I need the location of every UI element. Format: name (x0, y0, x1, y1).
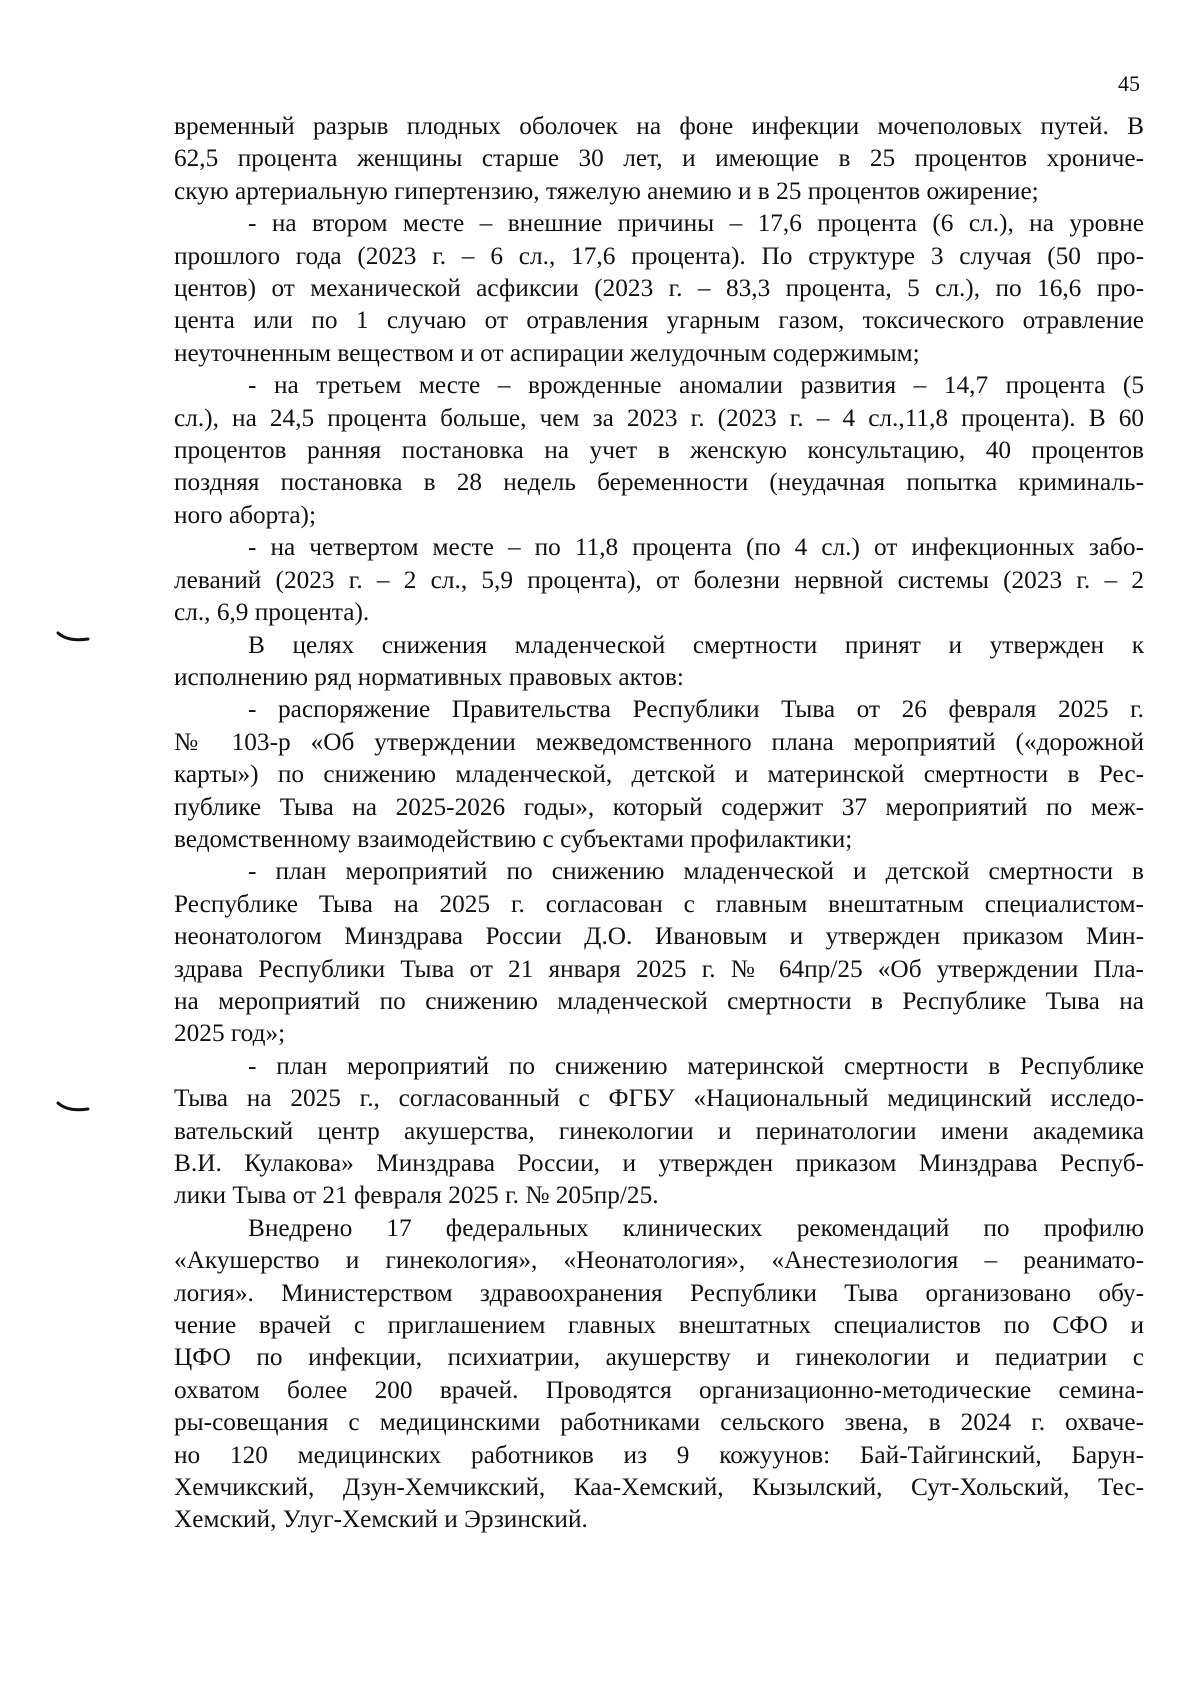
text-line: В целях снижения младенческой смертности принят и утвержден к (248, 630, 1144, 659)
margin-mark-icon (56, 630, 90, 644)
text-line: - на третьем месте – врожденные аномалии развития – 14,7 процента (5 (248, 371, 1144, 400)
text-line: но 120 медицинских работников из 9 кожуунов: Бай-Тайгинский, Барун- (174, 1440, 1144, 1469)
text-line: ного аборта); (174, 500, 317, 529)
text-line: Хемчикский, Дзун-Хемчикский, Каа-Хемский, Кызылский, Сут-Хольский, Тес- (174, 1473, 1144, 1502)
text-line: охватом более 200 врачей. Проводятся организационно-методические семина- (174, 1375, 1144, 1404)
text-line: сл.), на 24,5 процента больше, чем за 2023 г. (2023 г. – 4 сл.,11,8 процента). В 60 (174, 403, 1144, 432)
text-line: временный разрыв плодных оболочек на фоне инфекции мочеполовых путей. В (174, 112, 1144, 140)
text-line: Республике Тыва на 2025 г. согласован с главным внештатным специалистом- (174, 889, 1144, 918)
text-line: цента или по 1 случаю от отравления угарным газом, токсического отравление (174, 306, 1144, 335)
text-line: Внедрено 17 федеральных клинических рекомендаций по профилю (248, 1213, 1144, 1242)
text-line: неонатологом Минздрава России Д.О. Ивановым и утвержден приказом Мин- (174, 922, 1144, 951)
margin-mark-icon (56, 1100, 90, 1114)
text-line: на мероприятий по снижению младенческой смертности в Республике Тыва на (174, 986, 1144, 1015)
text-line: Хемский, Улуг-Хемский и Эрзинский. (174, 1505, 588, 1534)
text-line: исполнению ряд нормативных правовых актов: (174, 662, 684, 691)
text-line: скую артериальную гипертензию, тяжелую анемию и в 25 процентов ожирение; (174, 176, 1039, 205)
text-line: процентов ранняя постановка на учет в женскую консультацию, 40 процентов (174, 436, 1144, 465)
text-line: ведомственному взаимодействию с субъектами профилактики; (174, 824, 853, 853)
text-line: - на четвертом месте – по 11,8 процента (по 4 сл.) от инфекционных забо- (248, 533, 1144, 562)
text-line: публике Тыва на 2025-2026 годы», который содержит 37 мероприятий по меж- (174, 792, 1144, 821)
text-line: - план мероприятий по снижению материнской смертности в Республике (248, 1051, 1144, 1080)
text-line: № 103-р «Об утверждении межведомственного плана мероприятий («дорожной (174, 727, 1144, 756)
text-line: Тыва на 2025 г., согласованный с ФГБУ «Национальный медицинский исследо- (174, 1084, 1144, 1113)
document-body (174, 110, 1144, 1536)
text-line: здрава Республики Тыва от 21 января 2025 г. № 64пр/25 «Об утверждении Пла- (174, 954, 1144, 983)
text-line: чение врачей с приглашением главных внештатных специалистов по СФО и (174, 1311, 1144, 1340)
text-line: - план мероприятий по снижению младенческой и детской смертности в (248, 857, 1144, 886)
text-line: лики Тыва от 21 февраля 2025 г. № 205пр/25. (174, 1181, 659, 1210)
text-line: ЦФО по инфекции, психиатрии, акушерству и гинекологии и педиатрии с (174, 1343, 1144, 1372)
text-line: вательский центр акушерства, гинекологии и перинатологии имени академика (174, 1116, 1144, 1145)
page-number: 45 (1118, 71, 1140, 96)
text-line: карты») по снижению младенческой, детской и материнской смертности в Рес- (174, 760, 1144, 789)
text-line: центов) от механической асфиксии (2023 г. – 83,3 процента, 5 сл.), по 16,6 про- (174, 274, 1144, 303)
text-line: сл., 6,9 процента). (174, 598, 370, 627)
text-line: леваний (2023 г. – 2 сл., 5,9 процента), от болезни нервной системы (2023 г. – 2 (174, 565, 1144, 594)
text-line: поздняя постановка в 28 недель беременности (неудачная попытка криминаль- (174, 468, 1144, 497)
text-line: 62,5 процента женщины старше 30 лет, и имеющие в 25 процентов хрониче- (174, 144, 1144, 173)
text-line: прошлого года (2023 г. – 6 сл., 17,6 процента). По структуре 3 случая (50 про- (174, 241, 1144, 270)
text-line: неуточненным веществом и от аспирации желудочным содержимым; (174, 338, 920, 367)
text-line: - на втором месте – внешние причины – 17,6 процента (6 сл.), на уровне (248, 209, 1144, 238)
text-line: - распоряжение Правительства Республики Тыва от 26 февраля 2025 г. (248, 695, 1144, 724)
text-line: ры-совещания с медицинскими работниками сельского звена, в 2024 г. охваче- (174, 1408, 1144, 1437)
text-line: «Акушерство и гинекология», «Неонатология», «Анестезиология – реанимато- (174, 1246, 1144, 1275)
text-line: В.И. Кулакова» Минздрава России, и утвержден приказом Минздрава Респуб- (174, 1149, 1144, 1177)
text-line: логия». Министерством здравоохранения Республики Тыва организовано обу- (174, 1278, 1144, 1307)
text-line: 2025 год»; (174, 1019, 286, 1048)
